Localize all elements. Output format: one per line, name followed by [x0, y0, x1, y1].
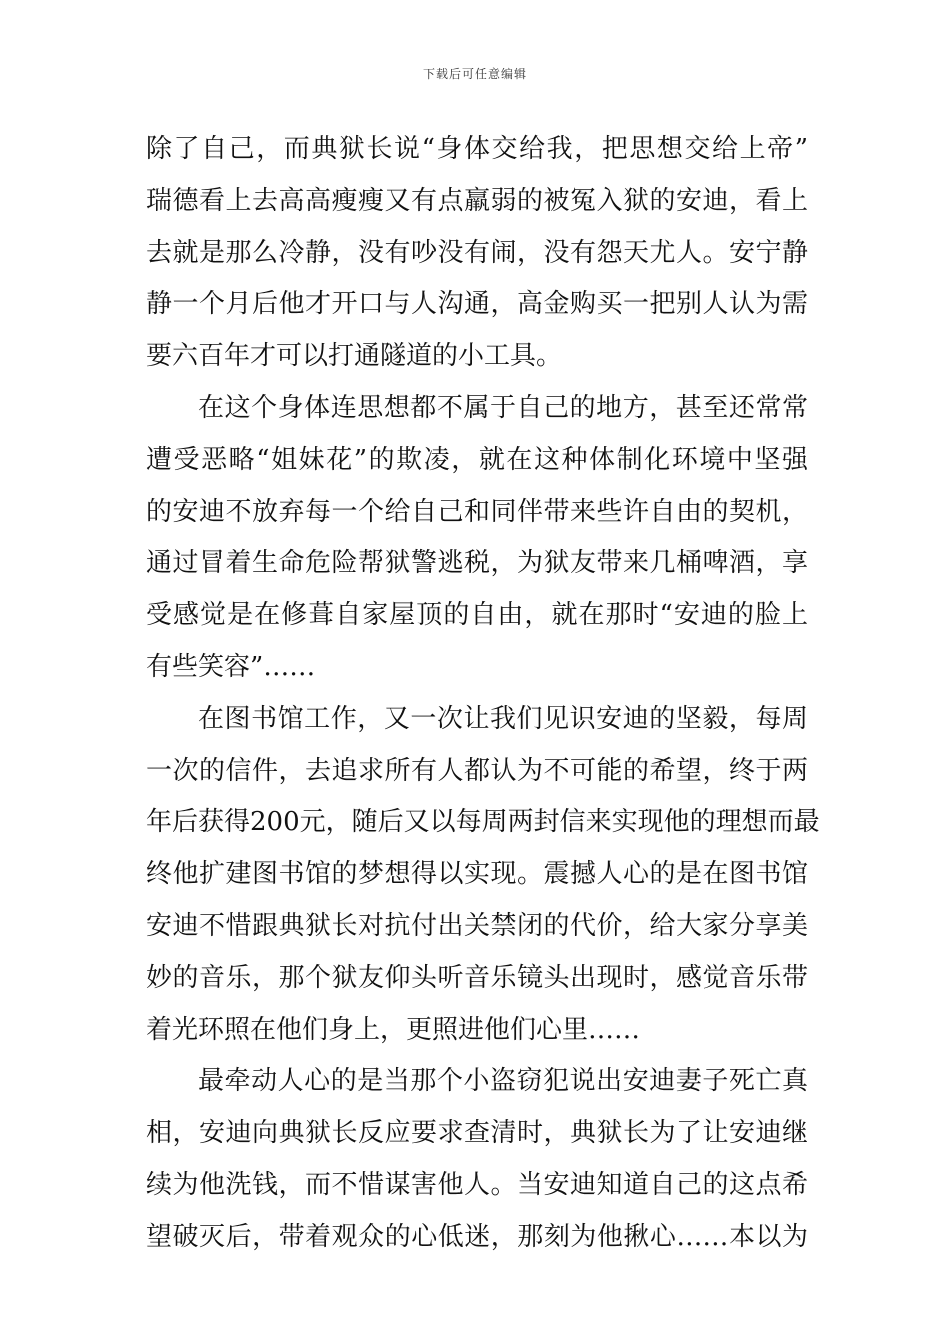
text-line: 相，安迪向典狱长反应要求查清时，典狱长为了让安迪继: [146, 1118, 808, 1149]
document-body: [146, 124, 820, 1264]
text-line: 的安迪不放弃每一个给自己和同伴带来些许自由的契机，: [146, 496, 808, 527]
paragraph: [146, 694, 820, 1057]
text-line: 最牵动人心的是当那个小盗窃犯说出安迪妻子死亡真: [198, 1066, 808, 1097]
text-line: 去就是那么冷静，没有吵没有闹，没有怨天尤人。安宁静: [146, 237, 808, 268]
text-line: 有些笑容”……: [146, 651, 316, 682]
text-line: 静一个月后他才开口与人沟通，高金购买一把别人认为需: [146, 289, 808, 320]
text-line: 瑞德看上去高高瘦瘦又有点羸弱的被冤入狱的安迪，看上: [146, 185, 808, 216]
text-line: 终他扩建图书馆的梦想得以实现。震撼人心的是在图书馆: [146, 859, 808, 890]
text-line: 妙的音乐，那个狱友仰头听音乐镜头出现时，感觉音乐带: [146, 962, 808, 993]
text-line: 年后获得200元，随后又以每周两封信来实现他的理想而最: [146, 807, 820, 838]
text-line: 在这个身体连思想都不属于自己的地方，甚至还常常: [198, 392, 808, 423]
text-line: 通过冒着生命危险帮狱警逃税，为狱友带来几桶啤酒，享: [146, 548, 808, 579]
text-line: 着光环照在他们身上，更照进他们心里……: [146, 1014, 641, 1045]
text-line: 除了自己，而典狱长说“身体交给我，把思想交给上帝”: [146, 134, 808, 164]
text-line: 遭受恶略“姐妹花”的欺凌，就在这种体制化环境中坚强: [146, 444, 808, 475]
page-header: 下载后可任意编辑: [422, 67, 527, 81]
text-line: 一次的信件，去追求所有人都认为不可能的希望，终于两: [146, 755, 808, 786]
text-line: 在图书馆工作，又一次让我们见识安迪的坚毅，每周: [198, 703, 808, 734]
paragraph: [146, 124, 808, 383]
text-line: 受感觉是在修葺自家屋顶的自由，就在那时“安迪的脸上: [146, 600, 808, 631]
text-line: 望破灭后，带着观众的心低迷，那刻为他揪心……本以为: [146, 1221, 808, 1252]
paragraph: [146, 1056, 808, 1263]
paragraph: [146, 383, 808, 694]
text-line: 安迪不惜跟典狱长对抗付出关禁闭的代价，给大家分享美: [146, 910, 808, 941]
text-line: 续为他洗钱，而不惜谋害他人。当安迪知道自己的这点希: [146, 1169, 808, 1200]
text-line: 要六百年才可以打通隧道的小工具。: [146, 341, 563, 372]
